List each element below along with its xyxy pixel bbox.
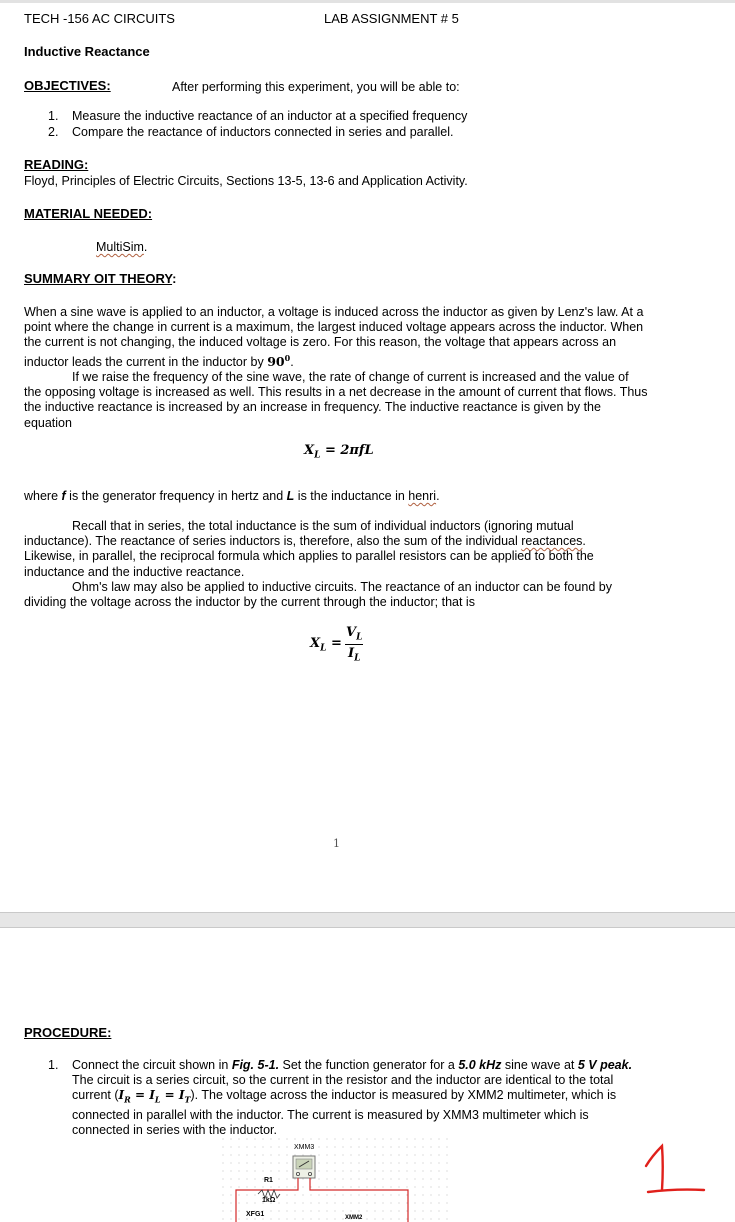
handwritten-page-mark [640,1142,710,1202]
theory-paragraph-3: Recall that in series, the total inductance is the sum of individual inductors (ignoring mutual inductance). The reactance of series inductors is, therefore, also the sum of the individual reactances. Likewise, in parallel, the reciprocal formula which applies to parallel resistors can be applied to both the inductance and the inductive reactance. Ohm's law may also be applied to inductive circuits. The reactance of an inductor can be found by dividing the voltage across the inductor by the current through the inductor; that is [24,519,636,610]
objective-number-1: 1. [48,109,59,123]
equation-ohms-law: $X_L$ = $V_L$ $I_L$ [310,625,363,664]
equation-reactance: $X_L = 2\pi fL$ [304,443,374,461]
procedure-step-number: 1. [48,1058,59,1072]
objectives-intro: After performing this experiment, you will be able to: [172,80,460,94]
r1-label: R1 [264,1177,273,1184]
document-title: Inductive Reactance [24,44,150,59]
reading-heading: READING: [24,157,89,172]
objective-item-2: Compare the reactance of inductors connected in series and parallel. [72,125,454,139]
xmm3-label: XMM3 [294,1144,315,1151]
top-border [0,0,735,3]
theory-paragraph-2: If we raise the frequency of the sine wave, the rate of change of current is increased and the value of the opposing voltage is increased as well. This results in a net decrease in the amount of current that flows. Thus the inductive reactance is increased by an increase in frequency. The inductive reactance is given by the equation [24,369,648,430]
material-item: MultiSim. [96,240,148,254]
objective-number-2: 2. [48,125,59,139]
procedure-heading: PROCEDURE: [24,1025,112,1040]
xmm2-label: XMM2 [345,1215,363,1221]
theory-paragraph-1: When a sine wave is applied to an inductor, a voltage is induced across the inductor as given by Lenz's law. At a point where the change in current is a maximum, the largest induced voltage appears across the inductor. When the current is not changing, the induced voltage is zero. For this reason, the voltage that appears across an inductor leads the current in the inductor by $90^0$. If we raise the frequency of the sine wave, the rate of change of current is increased and the value of the opposing voltage is increased as well. This results in a net decrease in the amount of current that flows. Thus the inductive reactance is increased by an increase in frequency. The inductive reactance is given by the equation [24,305,648,430]
page-number: 1 [333,837,340,850]
theory-paragraph-4: Ohm's law may also be applied to inductive circuits. The reactance of an inductor can be found by dividing the voltage across the inductor by the current through the inductor; that is [24,579,612,610]
circuit-diagram [222,1138,448,1222]
course-title: TECH -156 AC CIRCUITS [24,11,175,26]
objective-item-1: Measure the inductive reactance of an inductor at a specified frequency [72,109,468,123]
assignment-title: LAB ASSIGNMENT # 5 [324,11,459,26]
xfg1-label: XFG1 [246,1211,265,1218]
material-heading: MATERIAL NEEDED: [24,206,153,221]
multimeter-xmm3-icon [293,1156,315,1178]
summary-heading: SUMMARY OIT THEORY: [24,271,177,286]
objectives-heading: OBJECTIVES: [24,78,111,93]
procedure-step-1: Connect the circuit shown in Fig. 5-1. Set the function generator for a 5.0 kHz sine wave at 5 V peak. The circuit is a series circuit, so the current in the resistor and the inductor are identical to the total current $(I_R = I_L = I_T)$. The voltage across the inductor is measured by XMM2 multimeter, which is connected in parallel with the inductor. The current is measured by XMM3 multimeter which is connected in series with the inductor. [72,1058,633,1138]
r1-value: 1kΩ [262,1197,276,1204]
reading-text: Floyd, Principles of Electric Circuits, Sections 13-5, 13-6 and Application Activity. [24,174,468,188]
where-line: where f is the generator frequency in hertz and L is the inductance in henri. [24,489,440,503]
page-break [0,912,735,928]
